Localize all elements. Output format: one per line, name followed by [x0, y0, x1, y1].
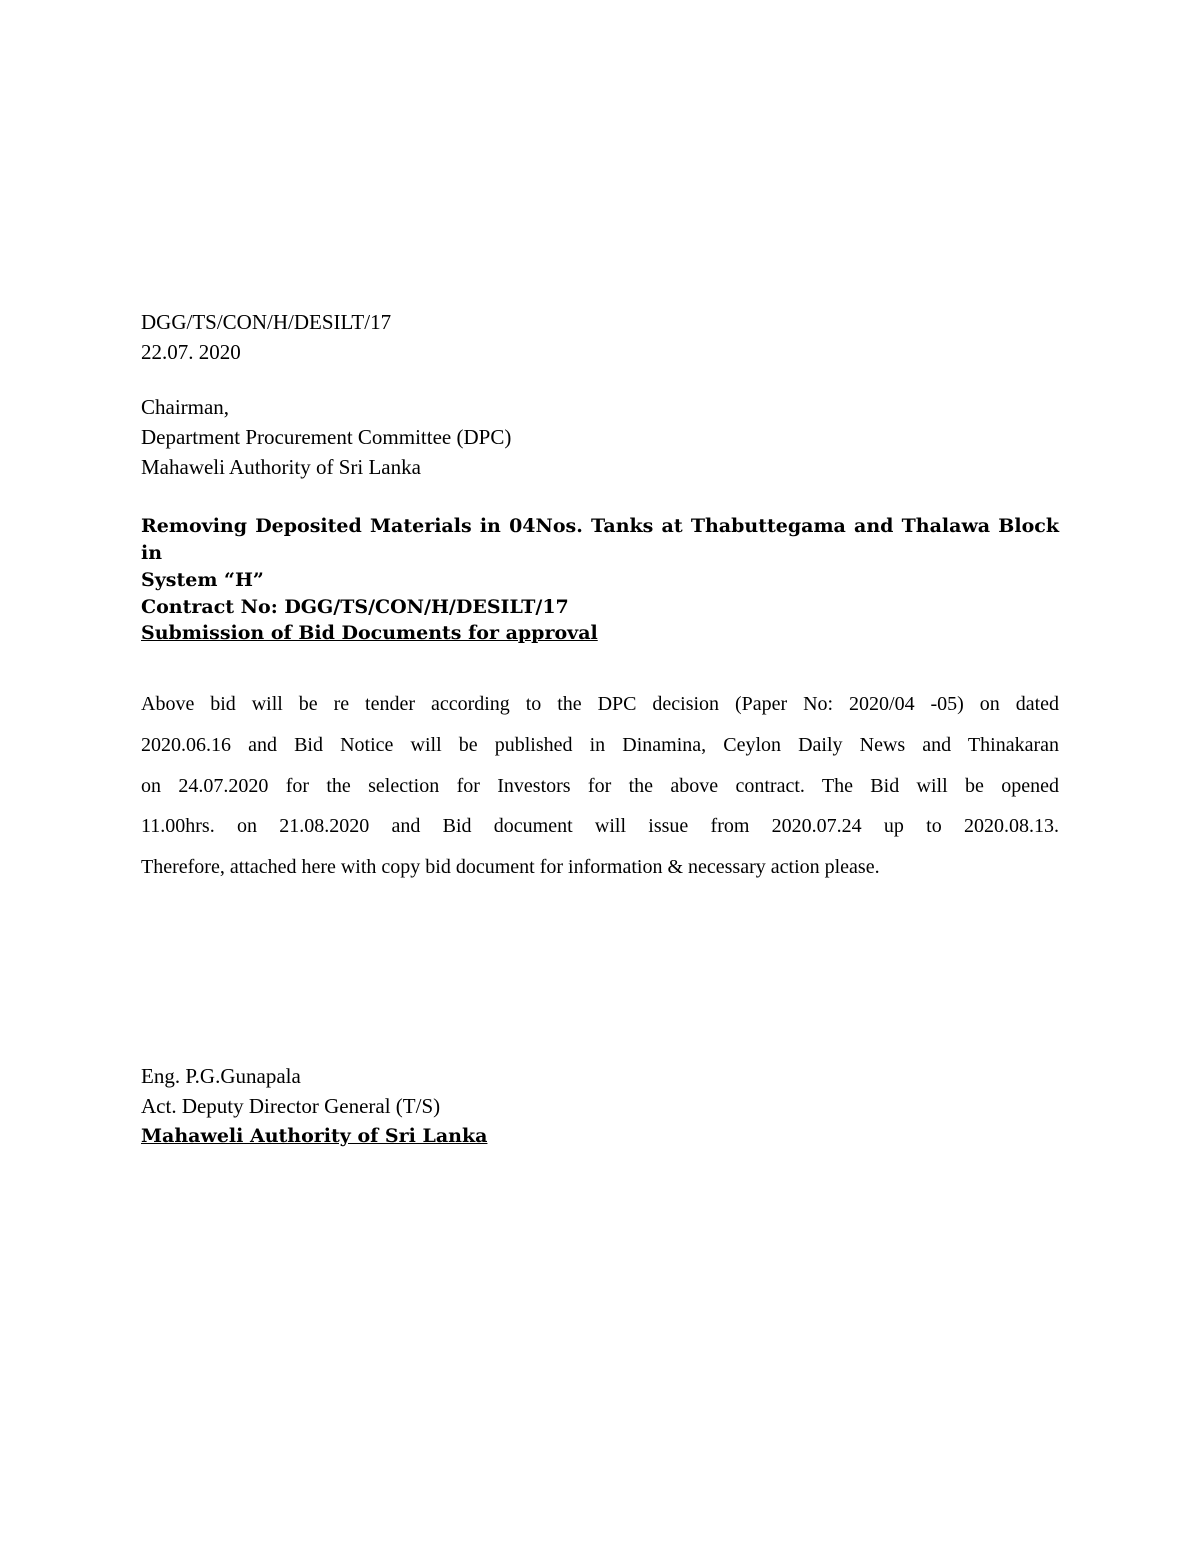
contract-number: Contract No: DGG/TS/CON/H/DESILT/17 — [141, 596, 569, 618]
letter-header — [141, 307, 1059, 367]
body-line-3: on 24.07.2020 for the selection for Investors for the above contract. The Bid will be opened — [141, 774, 1059, 797]
signatory-position: Act. Deputy Director General (T/S) — [141, 1094, 441, 1118]
title-line-2: System “H” — [141, 569, 264, 591]
title-line-1: Removing Deposited Materials in 04Nos. Tanks at Thabuttegama and Thalawa Block in — [141, 515, 1059, 564]
subject-line: Submission of Bid Documents for approval — [141, 622, 598, 644]
letter-title — [141, 513, 1059, 621]
letter-date: 22.07. 2020 — [141, 340, 241, 364]
signatory-organization: Mahaweli Authority of Sri Lanka — [141, 1125, 488, 1147]
signatory-name: Eng. P.G.Gunapala — [141, 1064, 301, 1088]
recipient-organization: Mahaweli Authority of Sri Lanka — [141, 455, 421, 479]
body-line-2: 2020.06.16 and Bid Notice will be published in Dinamina, Ceylon Daily News and Thinakaran — [141, 733, 1059, 756]
body-line-1: Above bid will be re tender according to the DPC decision (Paper No: 2020/04 -05) on dated — [141, 693, 1059, 715]
reference-number: DGG/TS/CON/H/DESILT/17 — [141, 310, 392, 334]
recipient-committee: Department Procurement Committee (DPC) — [141, 425, 512, 449]
recipient-address — [141, 392, 1059, 482]
recipient-title: Chairman, — [141, 395, 230, 419]
letter-body — [141, 684, 1059, 888]
signature-block — [141, 1061, 1059, 1151]
body-line-5: Therefore, attached here with copy bid document for information & necessary action please. — [141, 856, 880, 879]
body-line-4: 11.00hrs. on 21.08.2020 and Bid document will issue from 2020.07.24 up to 2020.08.13. — [141, 815, 1059, 838]
